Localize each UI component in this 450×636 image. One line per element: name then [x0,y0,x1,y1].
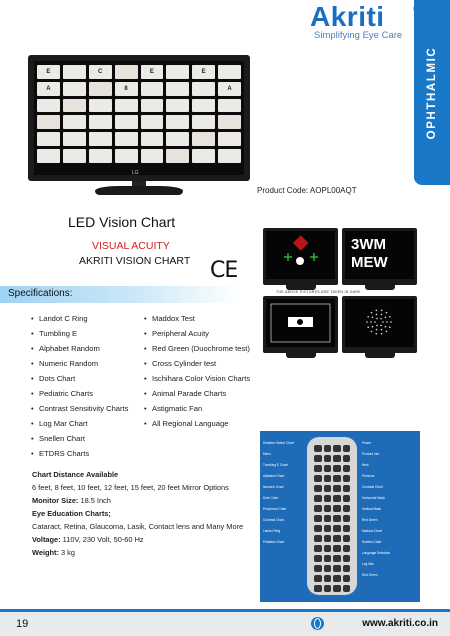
remote-key [314,485,322,492]
remote-label: Red Green [362,518,378,522]
remote-key [343,525,351,532]
vision-chart-monitor [28,55,250,181]
weight-value: 3 kg [58,548,75,557]
chart-tile [141,115,164,129]
ce-mark: CE [210,258,238,283]
peripheral-dot [380,318,382,320]
remote-key [324,565,332,572]
vision-chart-heading: AKRITI VISION CHART [79,255,191,267]
chart-tile [115,132,138,146]
chart-tile [218,65,241,79]
peripheral-dot [386,331,388,333]
spec-item: • Astigmatic Fan [144,401,250,416]
chart-tile [63,149,86,163]
remote-key [343,535,351,542]
website-link[interactable]: www.akriti.co.in [362,618,438,629]
peripheral-dot [370,321,372,323]
remote-control-diagram [260,431,420,602]
chart-tile: 8 [115,82,138,96]
chart-tile: A [37,82,60,96]
remote-label: Horizontal Mask [362,496,385,500]
chart-tile [166,99,189,113]
weight-label: Weight: [32,548,59,557]
monitor-stand-base [95,186,183,195]
remote-key [314,505,322,512]
chart-tile [89,132,112,146]
chart-tile [63,132,86,146]
remote-key [324,495,332,502]
remote-key [343,565,351,572]
remote-label: Language Selection [362,551,391,555]
demo-monitor-peripheral [342,296,417,353]
remote-label: Power [362,441,372,445]
remote-key [333,475,341,482]
chart-tile [115,99,138,113]
remote-key [333,555,341,562]
chart-tile [141,82,164,96]
brand-name: Akriti [310,1,385,32]
remote-key [333,585,341,592]
remote-label: Peripheral Chart [263,507,287,511]
peripheral-dot [376,325,378,327]
visual-acuity-heading: VISUAL ACUITY [92,240,170,252]
remote-label: Numeric Chart [263,485,284,489]
chart-tile [63,99,86,113]
page-number: 19 [16,618,29,630]
spec-item: • Snellen Chart [31,431,128,446]
spec-item: • Tumbling E [31,326,128,341]
demo-monitor-color-test [263,228,338,285]
peripheral-dot [367,326,369,328]
demo-screen [266,299,335,347]
remote-label: Dots Chart [263,496,279,500]
chart-tile [218,149,241,163]
remote-label: Dictation Select Chart [263,441,294,445]
specifications-heading: Specifications: [8,288,73,299]
remote-key [314,575,322,582]
chart-tile [37,149,60,163]
remote-key [314,495,322,502]
peripheral-dot [385,316,387,318]
spec-item: • Numeric Random [31,356,128,371]
remote-key [314,545,322,552]
remote-key [324,515,332,522]
remote-key [314,465,322,472]
chart-tile [63,115,86,129]
spec-list-left [31,311,128,461]
remote-key [343,585,351,592]
page-footer [0,609,450,636]
peripheral-dot [381,333,383,335]
remote-key [343,545,351,552]
distance-text: 6 feet, 8 feet, 10 feet, 12 feet, 15 feet, 20 feet Mirror Options [32,483,229,492]
chart-tile [218,115,241,129]
monitor-screen [34,61,244,175]
spec-item: • Contrast Sensitivity Charts [31,401,128,416]
chart-tile [192,115,215,129]
remote-key [333,455,341,462]
remote-key [333,505,341,512]
spec-item: • Red Green (Duochrome test) [144,341,250,356]
remote-key [333,515,341,522]
remote-key [333,545,341,552]
remote-label: Previous [362,474,375,478]
remote-label: Maddox Chart [362,529,383,533]
remote-key [333,575,341,582]
spec-list-right [144,311,250,431]
remote-key [314,525,322,532]
spec-item: • Log Mar Chart [31,416,128,431]
remote-key [314,585,322,592]
remote-key [324,575,332,582]
photo-caption: THE ABOVE PICTURES ARE TAKEN IN DARK [276,290,361,294]
remote-key [343,465,351,472]
chart-tile [192,99,215,113]
remote-key [314,445,322,452]
remote-key [324,475,332,482]
remote-label: Snellen Chart [362,540,382,544]
remote-key [343,455,351,462]
peripheral-dot [389,316,391,318]
remote-label: Vertical Mask [362,507,381,511]
peripheral-dot [376,310,378,312]
remote-key [343,475,351,482]
category-side-tab [414,0,450,185]
demo-monitor-maddox [263,296,338,353]
spec-item: • Maddox Test [144,311,250,326]
color-cross-graphic [266,231,335,279]
remote-key [333,535,341,542]
specifications-bar [0,286,240,303]
chart-tile: A [218,82,241,96]
remote-key [333,485,341,492]
remote-label: Product Info [362,452,380,456]
globe-icon [311,617,324,630]
chart-tile [89,99,112,113]
remote-key [314,475,322,482]
chart-tile [166,149,189,163]
remote-key [324,585,332,592]
spec-item: • Peripheral Acuity [144,326,250,341]
letter-chart-graphic [345,231,414,279]
remote-key [343,575,351,582]
peripheral-dot [382,321,384,323]
chart-tile [141,149,164,163]
remote-key [314,565,322,572]
remote-key [333,495,341,502]
chart-tile [141,99,164,113]
remote-label: Next [362,463,369,467]
spec-item: • Landot C Ring [31,311,128,326]
remote-control [307,437,357,595]
chart-tile [115,115,138,129]
svg-text:3WM: 3WM [351,236,386,253]
chart-tile: E [192,65,215,79]
chart-tile [89,115,112,129]
chart-tile [141,132,164,146]
chart-tile [192,82,215,96]
peripheral-dot [367,316,369,318]
spec-item: • Animal Parade Charts [144,386,250,401]
voltage-label: Voltage: [32,535,61,544]
chart-tile [115,149,138,163]
chart-tile [218,99,241,113]
remote-key [314,555,322,562]
monitor-size-value: 18.5 Inch [78,496,111,505]
remote-label: Menu [263,452,271,456]
education-heading: Eye Education Charts; [32,509,111,518]
chart-tile [37,99,60,113]
peripheral-dot [374,321,376,323]
demo-monitor-letter-chart [342,228,417,285]
peripheral-dot [381,314,383,316]
spec-item: • Alphabet Random [31,341,128,356]
remote-key [324,535,332,542]
remote-key [314,535,322,542]
peripheral-dot [366,321,368,323]
distance-heading: Chart Distance Available [32,470,119,479]
chart-tile [218,132,241,146]
chart-tile [89,82,112,96]
spec-item: • Ischihara Color Vision Charts [144,371,250,386]
brand-logo [310,2,430,41]
remote-key [343,515,351,522]
peripheral-dot [371,331,373,333]
chart-tile: C [89,65,112,79]
remote-key [343,555,351,562]
remote-key [324,465,332,472]
demo-screen [266,231,335,279]
peripheral-dot [372,316,374,318]
education-text: Cataract, Retina, Glaucoma, Lasik, Contact lens and Many More [32,522,244,531]
chart-tile [37,132,60,146]
remote-key [314,515,322,522]
chart-tile [166,132,189,146]
remote-label: Landot Ring [263,529,281,533]
peripheral-dot [386,321,388,323]
chart-tile [166,82,189,96]
remote-key [324,505,332,512]
peripheral-dot [381,310,383,312]
peripheral-dot [381,329,383,331]
spec-item: • Dots Chart [31,371,128,386]
remote-label: Pediatric Chart [263,540,285,544]
maddox-graphic [266,299,335,347]
peripheral-dot [389,326,391,328]
product-code: Product Code: AOPL00AQT [257,186,357,195]
spec-item: • All Regional Language [144,416,250,431]
chart-tile [63,65,86,79]
remote-key [343,505,351,512]
remote-key [324,485,332,492]
remote-key [324,445,332,452]
peripheral-dot [372,326,374,328]
remote-label: Red Green [362,573,378,577]
product-details [32,468,243,559]
remote-key [343,495,351,502]
brand-tagline: Simplifying Eye Care [314,30,403,41]
peripheral-dot [380,325,382,327]
spec-item: • Cross Cylinder test [144,356,250,371]
peripheral-dots-graphic [345,299,414,347]
peripheral-dot [376,314,378,316]
remote-key [333,445,341,452]
spec-item: • ETDRS Charts [31,446,128,461]
remote-key [343,445,351,452]
remote-key [324,525,332,532]
peripheral-dot [376,318,378,320]
chart-tile [115,65,138,79]
chart-tile [166,65,189,79]
chart-tile [37,115,60,129]
chart-tile: E [37,65,60,79]
remote-key [343,485,351,492]
peripheral-dot [376,333,378,335]
remote-key [324,455,332,462]
remote-label: Tumbling E Chart [263,463,288,467]
remote-key [333,565,341,572]
product-title: LED Vision Chart [68,214,176,230]
voltage-value: 110V, 230 Volt, 50-60 Hz [60,535,144,544]
remote-key [333,525,341,532]
peripheral-dot [385,326,387,328]
remote-key [333,465,341,472]
chart-tile: E [141,65,164,79]
spec-item: • Pediatric Charts [31,386,128,401]
remote-key [324,545,332,552]
monitor-size-label: Monitor Size: [32,496,79,505]
remote-key [314,455,322,462]
chart-tile [192,149,215,163]
remote-label: Alphabet Chart [263,474,285,478]
peripheral-dot [376,329,378,331]
category-label: OPHTHALMIC [426,46,438,139]
peripheral-dot [371,312,373,314]
chart-tile [166,115,189,129]
remote-label: Contrast Chart [362,485,383,489]
remote-label: Log Mar [362,562,374,566]
peripheral-dot [386,312,388,314]
monitor-brand: LG [132,170,139,176]
remote-label: Contrast Chart [263,518,284,522]
demo-screen [345,299,414,347]
chart-tile [89,149,112,163]
chart-tile [63,82,86,96]
peripheral-dot [390,321,392,323]
svg-text:MEW: MEW [351,254,388,271]
chart-tile [192,132,215,146]
remote-key [324,555,332,562]
demo-screen [345,231,414,279]
